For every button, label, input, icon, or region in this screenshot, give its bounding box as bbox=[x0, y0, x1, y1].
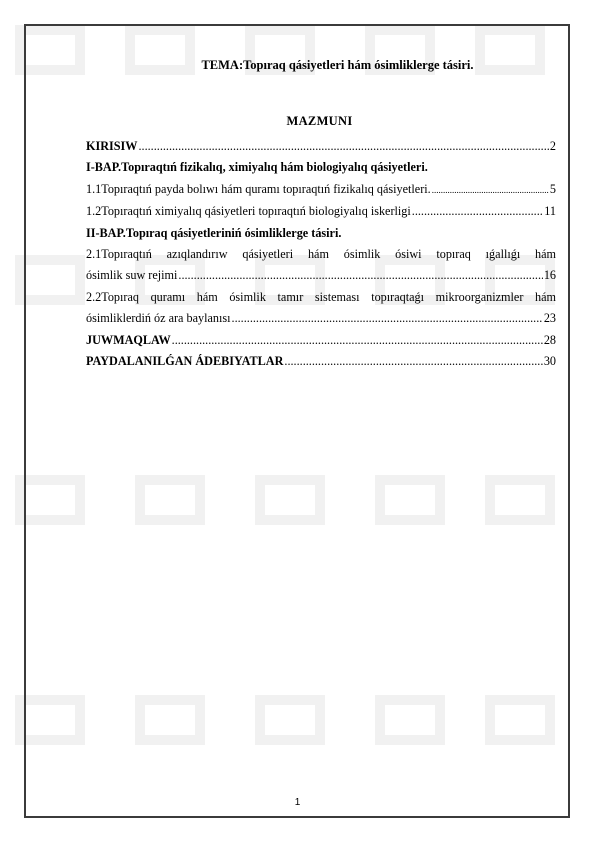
toc-entry-label-line1: 2.1Topıraqtıń azıqlandırıw qásiyetleri hám ósimlik ósiwi topıraq ıǵallıǵı hám bbox=[86, 247, 556, 262]
toc-entry-label: KIRISIW bbox=[86, 139, 138, 153]
dot-leader bbox=[232, 308, 543, 329]
toc-entry-1-1[interactable] bbox=[86, 179, 556, 201]
toc-entry-page: 30 bbox=[543, 354, 556, 369]
toc-entry-label-line1: 2.2Topıraq quramı hám ósimlik tamır sisteması topıraqtaǵı mikroorganizmler hám bbox=[86, 289, 556, 304]
toc-entry-bibliography[interactable] bbox=[86, 351, 556, 372]
toc-chapter-2[interactable]: II-BAP.Topıraq qásiyetleriniń ósimliklerge tásiri. bbox=[86, 225, 342, 240]
dot-leader bbox=[284, 351, 542, 372]
toc-entry-label: 1.2Topıraqtıń ximiyalıq qásiyetleri topıraqtıń biologiyalıq iskerligi bbox=[86, 204, 411, 219]
toc-entry-juwmaqlaw[interactable] bbox=[86, 330, 556, 351]
toc-entry-label-line2: ósimliklerdiń óz ara baylanısı bbox=[86, 311, 231, 326]
toc-entry-label: JUWMAQLAW bbox=[86, 332, 171, 347]
toc-entry-page: 2 bbox=[549, 139, 556, 153]
toc-heading: MAZMUNI bbox=[286, 114, 353, 128]
dot-leader bbox=[138, 136, 548, 157]
dot-leader bbox=[172, 330, 543, 351]
toc-entry-label-line2: ósimlik suw rejimi bbox=[86, 268, 178, 283]
toc-entry-page: 23 bbox=[543, 311, 556, 326]
page-number: 1 bbox=[294, 797, 301, 808]
toc-entry-page: 11 bbox=[544, 204, 556, 219]
toc-entry-page: 5 bbox=[549, 181, 556, 196]
toc-entry-2-2[interactable] bbox=[86, 287, 556, 330]
toc-entry-page: 16 bbox=[543, 268, 556, 283]
dot-leader bbox=[432, 180, 549, 201]
toc-entry-label: 1.1Topıraqtıń payda bolıwı hám quramı topıraqtıń fizikalıq qásiyetleri. bbox=[86, 181, 431, 196]
toc-entry-label: PAYDALANILǴAN ÁDEBIYATLAR bbox=[86, 354, 284, 369]
dot-leader bbox=[178, 265, 542, 286]
dot-leader bbox=[412, 201, 543, 222]
toc-entry-1-2[interactable] bbox=[86, 201, 556, 222]
toc-chapter-1[interactable]: I-BAP.Topıraqtıń fizikalıq, ximiyalıq hám biologiyalıq qásiyetleri. bbox=[86, 160, 428, 175]
toc-entry-2-1[interactable] bbox=[86, 244, 556, 287]
table-of-contents bbox=[86, 136, 556, 372]
toc-entry-page: 28 bbox=[543, 332, 556, 347]
topic-title: TEMA:Topıraq qásiyetleri hám ósimliklerge tásiri. bbox=[201, 58, 474, 72]
toc-entry-kirisiw[interactable] bbox=[86, 136, 556, 157]
